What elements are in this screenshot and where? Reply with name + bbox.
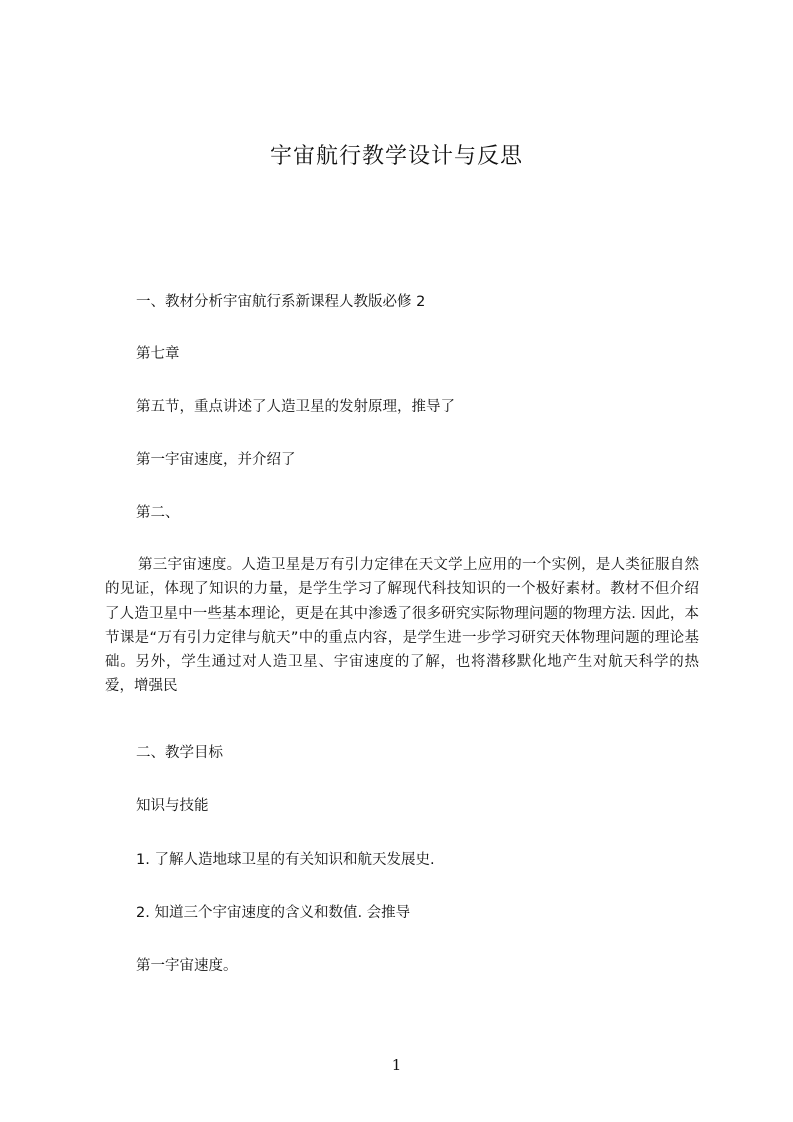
- chapter-line: 第七章: [136, 346, 180, 362]
- objective-item-continuation: 第一宇宙速度。: [136, 958, 238, 974]
- objective-item-2: 2. 知道三个宇宙速度的含义和数值. 会推导: [136, 905, 411, 921]
- document-title: 宇宙航行教学设计与反思: [269, 144, 523, 169]
- page-number: 1: [391, 1056, 402, 1074]
- objective-item-1: 1. 了解人造地球卫星的有关知识和航天发展史.: [136, 852, 435, 868]
- section-line: 第五节，重点讲述了人造卫星的发射原理，推导了: [136, 399, 455, 415]
- second-line: 第二、: [136, 505, 180, 521]
- section-1-heading: 一、教材分析宇宙航行系新课程人教版必修 2: [136, 294, 426, 310]
- section-2-heading: 二、教学目标: [136, 745, 223, 761]
- first-cosmic-velocity-line: 第一宇宙速度，并介绍了: [136, 452, 296, 468]
- body-paragraph: 第三宇宙速度。人造卫星是万有引力定律在天文学上应用的一个实例，是人类征服自然的见证，体现了知识的力量，是学生学习了解现代科技知识的一个极好素材。教材不但介绍了人造卫星中一些基本理论，更是在其中渗透了很多研究实际物理问题的物理方法. 因此，本节课是“万有引力定律与航天”中的重点内容，是学生进一步学习研究天体物理问题的理论基础。另外，学生通过对人造卫星、宇宙速度的了解，也将潜移默化地产生对航天科学的热爱，增强民: [105, 557, 699, 695]
- section-2-subheading: 知识与技能: [136, 798, 209, 814]
